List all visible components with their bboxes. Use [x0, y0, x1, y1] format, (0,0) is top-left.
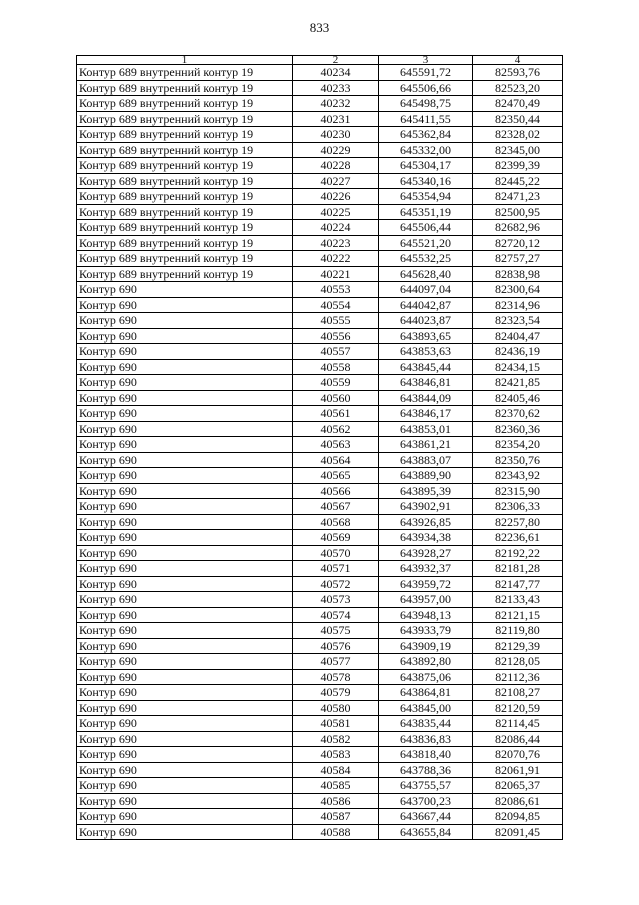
contour-name-cell: Контур 689 внутренний контур 19: [77, 142, 293, 158]
x-coordinate-cell: 645351,19: [379, 204, 473, 220]
y-coordinate-cell: 82838,98: [473, 266, 563, 282]
x-coordinate-cell: 643926,85: [379, 514, 473, 530]
x-coordinate-cell: 643934,38: [379, 530, 473, 546]
x-coordinate-cell: 643875,06: [379, 669, 473, 685]
table-row: [77, 421, 563, 437]
y-coordinate-cell: 82360,36: [473, 421, 563, 437]
point-number-cell: 40565: [293, 468, 379, 484]
y-coordinate-cell: 82593,76: [473, 65, 563, 81]
y-coordinate-cell: 82720,12: [473, 235, 563, 251]
table-row: [77, 266, 563, 282]
table-row: [77, 344, 563, 360]
y-coordinate-cell: 82133,43: [473, 592, 563, 608]
x-coordinate-cell: 643895,39: [379, 483, 473, 499]
x-coordinate-cell: 644023,87: [379, 313, 473, 329]
contour-name-cell: Контур 690: [77, 778, 293, 794]
x-coordinate-cell: 645340,16: [379, 173, 473, 189]
x-coordinate-cell: 643957,00: [379, 592, 473, 608]
point-number-cell: 40573: [293, 592, 379, 608]
y-coordinate-cell: 82315,90: [473, 483, 563, 499]
y-coordinate-cell: 82070,76: [473, 747, 563, 763]
point-number-cell: 40582: [293, 731, 379, 747]
y-coordinate-cell: 82421,85: [473, 375, 563, 391]
point-number-cell: 40554: [293, 297, 379, 313]
y-coordinate-cell: 82523,20: [473, 80, 563, 96]
contour-name-cell: Контур 690: [77, 328, 293, 344]
y-coordinate-cell: 82757,27: [473, 251, 563, 267]
x-coordinate-cell: 645506,44: [379, 220, 473, 236]
point-number-cell: 40556: [293, 328, 379, 344]
y-coordinate-cell: 82434,15: [473, 359, 563, 375]
point-number-cell: 40560: [293, 390, 379, 406]
contour-name-cell: Контур 689 внутренний контур 19: [77, 80, 293, 96]
x-coordinate-cell: 643928,27: [379, 545, 473, 561]
y-coordinate-cell: 82129,39: [473, 638, 563, 654]
x-coordinate-cell: 645591,72: [379, 65, 473, 81]
point-number-cell: 40234: [293, 65, 379, 81]
y-coordinate-cell: 82147,77: [473, 576, 563, 592]
x-coordinate-cell: 645354,94: [379, 189, 473, 205]
y-coordinate-cell: 82500,95: [473, 204, 563, 220]
y-coordinate-cell: 82181,28: [473, 561, 563, 577]
y-coordinate-cell: 82120,59: [473, 700, 563, 716]
x-coordinate-cell: 645332,00: [379, 142, 473, 158]
point-number-cell: 40226: [293, 189, 379, 205]
contour-name-cell: Контур 690: [77, 700, 293, 716]
point-number-cell: 40575: [293, 623, 379, 639]
table-row: [77, 328, 563, 344]
contour-name-cell: Контур 690: [77, 638, 293, 654]
point-number-cell: 40583: [293, 747, 379, 763]
table-row: [77, 592, 563, 608]
table-row: [77, 468, 563, 484]
y-coordinate-cell: 82404,47: [473, 328, 563, 344]
table-row: [77, 824, 563, 840]
y-coordinate-cell: 82086,61: [473, 793, 563, 809]
point-number-cell: 40559: [293, 375, 379, 391]
table-row: [77, 809, 563, 825]
table-row: [77, 235, 563, 251]
point-number-cell: 40588: [293, 824, 379, 840]
point-number-cell: 40231: [293, 111, 379, 127]
point-number-cell: 40553: [293, 282, 379, 298]
y-coordinate-cell: 82086,44: [473, 731, 563, 747]
y-coordinate-cell: 82399,39: [473, 158, 563, 174]
x-coordinate-cell: 643861,21: [379, 437, 473, 453]
table-row: [77, 638, 563, 654]
point-number-cell: 40570: [293, 545, 379, 561]
point-number-cell: 40568: [293, 514, 379, 530]
y-coordinate-cell: 82119,80: [473, 623, 563, 639]
point-number-cell: 40555: [293, 313, 379, 329]
x-coordinate-cell: 643755,57: [379, 778, 473, 794]
point-number-cell: 40576: [293, 638, 379, 654]
x-coordinate-cell: 645304,17: [379, 158, 473, 174]
y-coordinate-cell: 82306,33: [473, 499, 563, 515]
point-number-cell: 40587: [293, 809, 379, 825]
y-coordinate-cell: 82350,44: [473, 111, 563, 127]
table-row: [77, 483, 563, 499]
point-number-cell: 40227: [293, 173, 379, 189]
contour-name-cell: Контур 689 внутренний контур 19: [77, 251, 293, 267]
x-coordinate-cell: 643836,83: [379, 731, 473, 747]
contour-name-cell: Контур 690: [77, 685, 293, 701]
point-number-cell: 40567: [293, 499, 379, 515]
x-coordinate-cell: 643889,90: [379, 468, 473, 484]
contour-name-cell: Контур 690: [77, 824, 293, 840]
table-row: [77, 685, 563, 701]
x-coordinate-cell: 643818,40: [379, 747, 473, 763]
y-coordinate-cell: 82300,64: [473, 282, 563, 298]
point-number-cell: 40579: [293, 685, 379, 701]
point-number-cell: 40232: [293, 96, 379, 112]
contour-name-cell: Контур 690: [77, 406, 293, 422]
x-coordinate-cell: 645521,20: [379, 235, 473, 251]
table-row: [77, 793, 563, 809]
table-row: [77, 189, 563, 205]
point-number-cell: 40574: [293, 607, 379, 623]
table-row: [77, 375, 563, 391]
point-number-cell: 40569: [293, 530, 379, 546]
contour-name-cell: Контур 690: [77, 530, 293, 546]
table-row: [77, 65, 563, 81]
y-coordinate-cell: 82257,80: [473, 514, 563, 530]
y-coordinate-cell: 82345,00: [473, 142, 563, 158]
contour-name-cell: Контур 690: [77, 793, 293, 809]
y-coordinate-cell: 82343,92: [473, 468, 563, 484]
column-header-2: 2: [293, 56, 379, 65]
table-row: [77, 576, 563, 592]
x-coordinate-cell: 643853,63: [379, 344, 473, 360]
contour-name-cell: Контур 689 внутренний контур 19: [77, 158, 293, 174]
table-row: [77, 96, 563, 112]
page-number: 833: [309, 20, 330, 35]
x-coordinate-cell: 643932,37: [379, 561, 473, 577]
contour-name-cell: Контур 689 внутренний контур 19: [77, 65, 293, 81]
table-row: [77, 716, 563, 732]
contour-name-cell: Контур 690: [77, 437, 293, 453]
x-coordinate-cell: 645506,66: [379, 80, 473, 96]
table-row: [77, 127, 563, 143]
point-number-cell: 40562: [293, 421, 379, 437]
point-number-cell: 40586: [293, 793, 379, 809]
contour-name-cell: Контур 690: [77, 762, 293, 778]
contour-name-cell: Контур 689 внутренний контур 19: [77, 266, 293, 282]
contour-name-cell: Контур 690: [77, 716, 293, 732]
x-coordinate-cell: 644042,87: [379, 297, 473, 313]
y-coordinate-cell: 82094,85: [473, 809, 563, 825]
table-row: [77, 297, 563, 313]
table-row: [77, 747, 563, 763]
x-coordinate-cell: 645532,25: [379, 251, 473, 267]
x-coordinate-cell: 643788,36: [379, 762, 473, 778]
contour-name-cell: Контур 689 внутренний контур 19: [77, 235, 293, 251]
contour-name-cell: Контур 690: [77, 592, 293, 608]
point-number-cell: 40572: [293, 576, 379, 592]
contour-name-cell: Контур 690: [77, 669, 293, 685]
contour-name-cell: Контур 690: [77, 545, 293, 561]
table-row: [77, 654, 563, 670]
x-coordinate-cell: 643909,19: [379, 638, 473, 654]
y-coordinate-cell: 82405,46: [473, 390, 563, 406]
y-coordinate-cell: 82065,37: [473, 778, 563, 794]
x-coordinate-cell: 644097,04: [379, 282, 473, 298]
point-number-cell: 40229: [293, 142, 379, 158]
table-row: [77, 406, 563, 422]
point-number-cell: 40571: [293, 561, 379, 577]
contour-name-cell: Контур 690: [77, 359, 293, 375]
y-coordinate-cell: 82471,23: [473, 189, 563, 205]
column-header-3: 3: [379, 56, 473, 65]
x-coordinate-cell: 643846,81: [379, 375, 473, 391]
x-coordinate-cell: 643845,00: [379, 700, 473, 716]
point-number-cell: 40578: [293, 669, 379, 685]
point-number-cell: 40233: [293, 80, 379, 96]
contour-name-cell: Контур 690: [77, 390, 293, 406]
contour-name-cell: Контур 690: [77, 282, 293, 298]
point-number-cell: 40585: [293, 778, 379, 794]
x-coordinate-cell: 643933,79: [379, 623, 473, 639]
contour-name-cell: Контур 689 внутренний контур 19: [77, 96, 293, 112]
point-number-cell: 40584: [293, 762, 379, 778]
table-row: [77, 762, 563, 778]
table-row: [77, 173, 563, 189]
y-coordinate-cell: 82061,91: [473, 762, 563, 778]
contour-name-cell: Контур 690: [77, 576, 293, 592]
x-coordinate-cell: 643893,65: [379, 328, 473, 344]
contour-name-cell: Контур 689 внутренний контур 19: [77, 173, 293, 189]
point-number-cell: 40577: [293, 654, 379, 670]
point-number-cell: 40561: [293, 406, 379, 422]
table-body: [77, 65, 563, 840]
contour-name-cell: Контур 689 внутренний контур 19: [77, 204, 293, 220]
table-row: [77, 499, 563, 515]
x-coordinate-cell: 643844,09: [379, 390, 473, 406]
table-row: [77, 778, 563, 794]
contour-name-cell: Контур 690: [77, 297, 293, 313]
point-number-cell: 40566: [293, 483, 379, 499]
x-coordinate-cell: 643902,91: [379, 499, 473, 515]
y-coordinate-cell: 82112,36: [473, 669, 563, 685]
column-header-1: 1: [77, 56, 293, 65]
table-row: [77, 530, 563, 546]
table-row: [77, 251, 563, 267]
table-header-row: [77, 56, 563, 65]
point-number-cell: 40223: [293, 235, 379, 251]
table-row: [77, 607, 563, 623]
y-coordinate-cell: 82436,19: [473, 344, 563, 360]
contour-name-cell: Контур 690: [77, 344, 293, 360]
x-coordinate-cell: 643845,44: [379, 359, 473, 375]
y-coordinate-cell: 82091,45: [473, 824, 563, 840]
column-header-4: 4: [473, 56, 563, 65]
point-number-cell: 40225: [293, 204, 379, 220]
y-coordinate-cell: 82236,61: [473, 530, 563, 546]
point-number-cell: 40563: [293, 437, 379, 453]
table-row: [77, 204, 563, 220]
point-number-cell: 40230: [293, 127, 379, 143]
table-row: [77, 111, 563, 127]
contour-name-cell: Контур 690: [77, 499, 293, 515]
table-row: [77, 282, 563, 298]
contour-name-cell: Контур 690: [77, 809, 293, 825]
point-number-cell: 40222: [293, 251, 379, 267]
x-coordinate-cell: 643959,72: [379, 576, 473, 592]
table-row: [77, 390, 563, 406]
contour-name-cell: Контур 690: [77, 607, 293, 623]
contour-name-cell: Контур 690: [77, 561, 293, 577]
x-coordinate-cell: 643655,84: [379, 824, 473, 840]
x-coordinate-cell: 643667,44: [379, 809, 473, 825]
table-row: [77, 142, 563, 158]
table-row: [77, 731, 563, 747]
contour-name-cell: Контур 690: [77, 421, 293, 437]
table-row: [77, 545, 563, 561]
x-coordinate-cell: 643892,80: [379, 654, 473, 670]
y-coordinate-cell: 82323,54: [473, 313, 563, 329]
contour-name-cell: Контур 689 внутренний контур 19: [77, 189, 293, 205]
table-row: [77, 561, 563, 577]
y-coordinate-cell: 82445,22: [473, 173, 563, 189]
x-coordinate-cell: 645411,55: [379, 111, 473, 127]
contour-name-cell: Контур 690: [77, 623, 293, 639]
x-coordinate-cell: 645362,84: [379, 127, 473, 143]
contour-name-cell: Контур 690: [77, 731, 293, 747]
y-coordinate-cell: 82370,62: [473, 406, 563, 422]
x-coordinate-cell: 643700,23: [379, 793, 473, 809]
x-coordinate-cell: 643864,81: [379, 685, 473, 701]
point-number-cell: 40224: [293, 220, 379, 236]
y-coordinate-cell: 82328,02: [473, 127, 563, 143]
table-row: [77, 623, 563, 639]
point-number-cell: 40221: [293, 266, 379, 282]
table-row: [77, 158, 563, 174]
table-row: [77, 452, 563, 468]
contour-name-cell: Контур 689 внутренний контур 19: [77, 111, 293, 127]
point-number-cell: 40558: [293, 359, 379, 375]
point-number-cell: 40228: [293, 158, 379, 174]
y-coordinate-cell: 82192,22: [473, 545, 563, 561]
y-coordinate-cell: 82121,15: [473, 607, 563, 623]
contour-name-cell: Контур 690: [77, 483, 293, 499]
y-coordinate-cell: 82128,05: [473, 654, 563, 670]
contour-name-cell: Контур 690: [77, 313, 293, 329]
x-coordinate-cell: 645628,40: [379, 266, 473, 282]
contour-name-cell: Контур 690: [77, 747, 293, 763]
y-coordinate-cell: 82314,96: [473, 297, 563, 313]
table-row: [77, 437, 563, 453]
y-coordinate-cell: 82114,45: [473, 716, 563, 732]
contour-name-cell: Контур 690: [77, 654, 293, 670]
x-coordinate-cell: 643883,07: [379, 452, 473, 468]
contour-name-cell: Контур 689 внутренний контур 19: [77, 127, 293, 143]
y-coordinate-cell: 82470,49: [473, 96, 563, 112]
point-number-cell: 40557: [293, 344, 379, 360]
contour-name-cell: Контур 689 внутренний контур 19: [77, 220, 293, 236]
table-row: [77, 359, 563, 375]
y-coordinate-cell: 82350,76: [473, 452, 563, 468]
y-coordinate-cell: 82354,20: [473, 437, 563, 453]
x-coordinate-cell: 643835,44: [379, 716, 473, 732]
contour-name-cell: Контур 690: [77, 452, 293, 468]
contour-name-cell: Контур 690: [77, 514, 293, 530]
table-row: [77, 700, 563, 716]
y-coordinate-cell: 82682,96: [473, 220, 563, 236]
contour-name-cell: Контур 690: [77, 468, 293, 484]
x-coordinate-cell: 643853,01: [379, 421, 473, 437]
table-row: [77, 514, 563, 530]
point-number-cell: 40580: [293, 700, 379, 716]
point-number-cell: 40564: [293, 452, 379, 468]
table-row: [77, 80, 563, 96]
point-number-cell: 40581: [293, 716, 379, 732]
y-coordinate-cell: 82108,27: [473, 685, 563, 701]
x-coordinate-cell: 643948,13: [379, 607, 473, 623]
table-row: [77, 313, 563, 329]
table-row: [77, 669, 563, 685]
coordinates-table: [76, 55, 563, 840]
contour-name-cell: Контур 690: [77, 375, 293, 391]
x-coordinate-cell: 645498,75: [379, 96, 473, 112]
x-coordinate-cell: 643846,17: [379, 406, 473, 422]
table-row: [77, 220, 563, 236]
